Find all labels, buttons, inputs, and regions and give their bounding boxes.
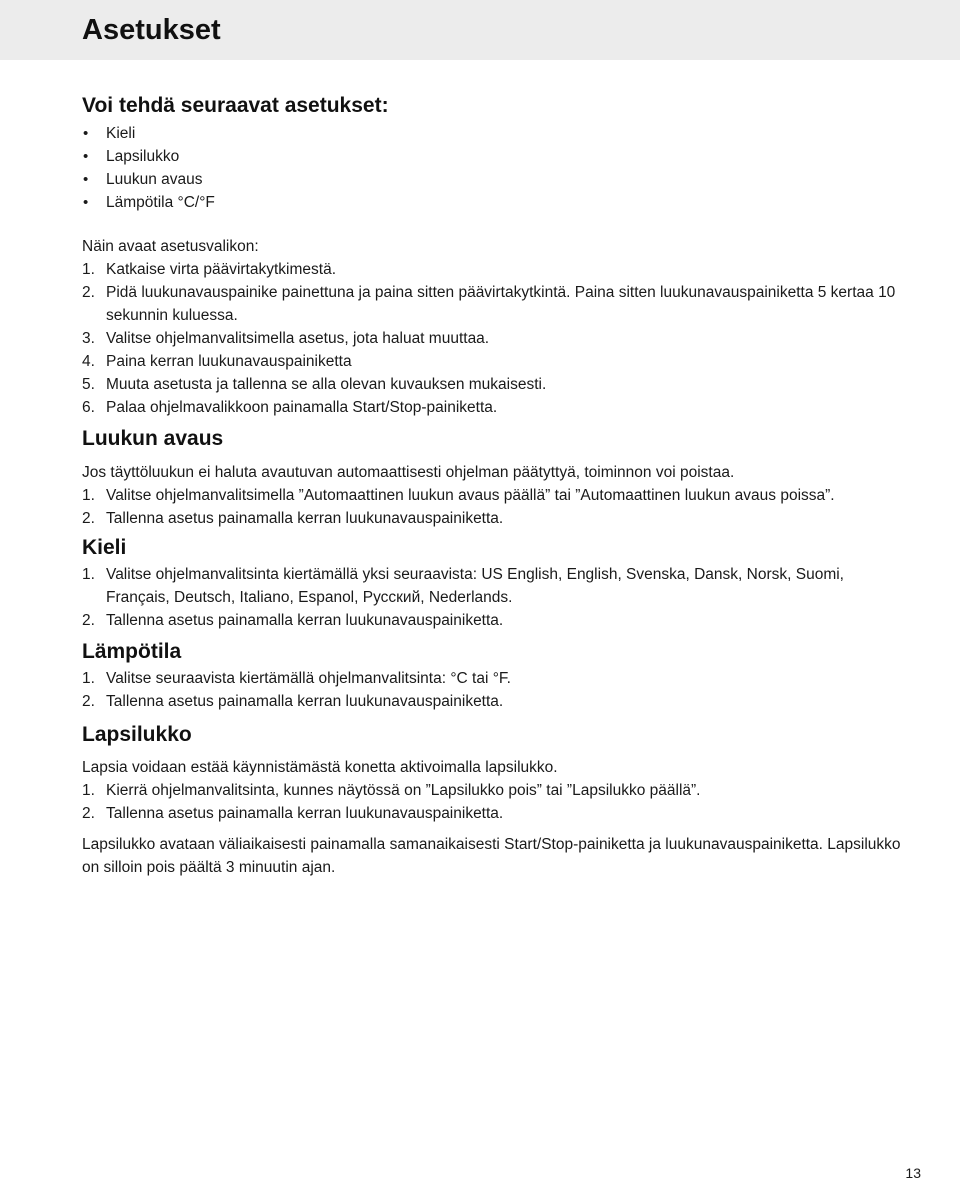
main-content: [82, 92, 902, 879]
bullet-item: [82, 145, 902, 168]
step-item: [82, 563, 902, 609]
step-number: 4.: [82, 353, 95, 370]
step-item: [82, 507, 902, 530]
step-item: [82, 484, 902, 507]
bullet-icon: •: [83, 194, 89, 211]
open-menu-text: Näin avaat asetusvalikon:: [82, 238, 259, 255]
step-item: [82, 609, 902, 632]
step-text: Muuta asetusta ja tallenna se alla olevan kuvauksen mukaisesti.: [106, 376, 547, 393]
step-text: Paina kerran luukunavauspainiketta: [106, 353, 352, 370]
temperature-section: [82, 638, 902, 713]
door-text: Jos täyttöluukun ei haluta avautuvan automaattisesti ohjelman päätyttyä, toiminnon voi poistaa.: [82, 464, 735, 481]
door-heading: Luukun avaus: [82, 427, 224, 450]
step-text: Tallenna asetus painamalla kerran luukunavauspainiketta.: [106, 510, 504, 527]
bullet-text: Lapsilukko: [106, 148, 180, 165]
step-item: [82, 396, 902, 419]
childlock-text: Lapsia voidaan estää käynnistämästä konetta aktivoimalla lapsilukko.: [82, 759, 558, 776]
bullet-item: [82, 191, 902, 214]
childlock-steps: [82, 779, 902, 825]
step-number: 2.: [82, 284, 95, 301]
step-text: Tallenna asetus painamalla kerran luukunavauspainiketta.: [106, 805, 504, 822]
language-steps: [82, 563, 902, 632]
step-text: Valitse ohjelmanvalitsimella ”Automaattinen luukun avaus päällä” tai ”Automaattinen luukun avaus poissa”.: [106, 487, 835, 504]
childlock-heading: Lapsilukko: [82, 723, 192, 746]
step-number: 6.: [82, 399, 95, 416]
childlock-note: Lapsilukko avataan väliaikaisesti painamalla samanaikaisesti Start/Stop-painiketta ja luukunavauspainiketta. Lapsilukko on silloin pois päältä 3 minuutin ajan.: [82, 836, 901, 876]
step-item: [82, 258, 902, 281]
step-number: 1.: [82, 566, 95, 583]
page-number: 13: [905, 1165, 921, 1181]
step-item: [82, 350, 902, 373]
step-number: 1.: [82, 782, 95, 799]
language-section: [82, 534, 902, 632]
step-item: [82, 667, 902, 690]
step-item: [82, 690, 902, 713]
step-number: 1.: [82, 487, 95, 504]
step-number: 2.: [82, 805, 95, 822]
step-text: Kierrä ohjelmanvalitsinta, kunnes näytössä on ”Lapsilukko pois” tai ”Lapsilukko päällä”.: [106, 782, 701, 799]
step-text: Palaa ohjelmavalikkoon painamalla Start/Stop-painiketta.: [106, 399, 498, 416]
step-text: Valitse ohjelmanvalitsinta kiertämällä yksi seuraavista: US English, English, Svenska, Dansk, Norsk, Suomi, Français, Deutsch, Italiano, Espanol, Русский, Nederlands.: [106, 566, 844, 606]
settings-bullet-list: [82, 122, 902, 214]
step-item: [82, 802, 902, 825]
door-section: [82, 425, 902, 530]
step-number: 1.: [82, 261, 95, 278]
page-title: Asetukset: [82, 14, 221, 46]
step-number: 1.: [82, 670, 95, 687]
door-steps: [82, 484, 902, 530]
step-item: [82, 281, 902, 327]
step-text: Katkaise virta päävirtakytkimestä.: [106, 261, 337, 278]
bullet-text: Lämpötila °C/°F: [106, 194, 215, 211]
title-bar: [0, 0, 960, 60]
step-number: 2.: [82, 612, 95, 629]
step-number: 2.: [82, 510, 95, 527]
language-heading: Kieli: [82, 536, 127, 559]
bullet-item: [82, 122, 902, 145]
bullet-text: Luukun avaus: [106, 171, 203, 188]
temperature-steps: [82, 667, 902, 713]
step-number: 2.: [82, 693, 95, 710]
temperature-heading: Lämpötila: [82, 640, 182, 663]
open-menu-steps: [82, 258, 902, 419]
step-item: [82, 327, 902, 350]
step-number: 5.: [82, 376, 95, 393]
bullet-icon: •: [83, 148, 89, 165]
bullet-text: Kieli: [106, 125, 136, 142]
step-number: 3.: [82, 330, 95, 347]
step-item: [82, 779, 902, 802]
intro-section: [82, 92, 902, 419]
step-text: Valitse seuraavista kiertämällä ohjelmanvalitsinta: °C tai °F.: [106, 670, 511, 687]
step-text: Valitse ohjelmanvalitsimella asetus, jota haluat muuttaa.: [106, 330, 490, 347]
intro-heading: Voi tehdä seuraavat asetukset:: [82, 94, 389, 117]
step-item: [82, 373, 902, 396]
step-text: Tallenna asetus painamalla kerran luukunavauspainiketta.: [106, 693, 504, 710]
bullet-icon: •: [83, 125, 89, 142]
step-text: Pidä luukunavauspainike painettuna ja paina sitten päävirtakytkintä. Paina sitten luukunavauspainiketta 5 kertaa 10 sekunnin kuluessa.: [106, 284, 896, 324]
step-text: Tallenna asetus painamalla kerran luukunavauspainiketta.: [106, 612, 504, 629]
childlock-section: [82, 721, 902, 879]
bullet-item: [82, 168, 902, 191]
bullet-icon: •: [83, 171, 89, 188]
